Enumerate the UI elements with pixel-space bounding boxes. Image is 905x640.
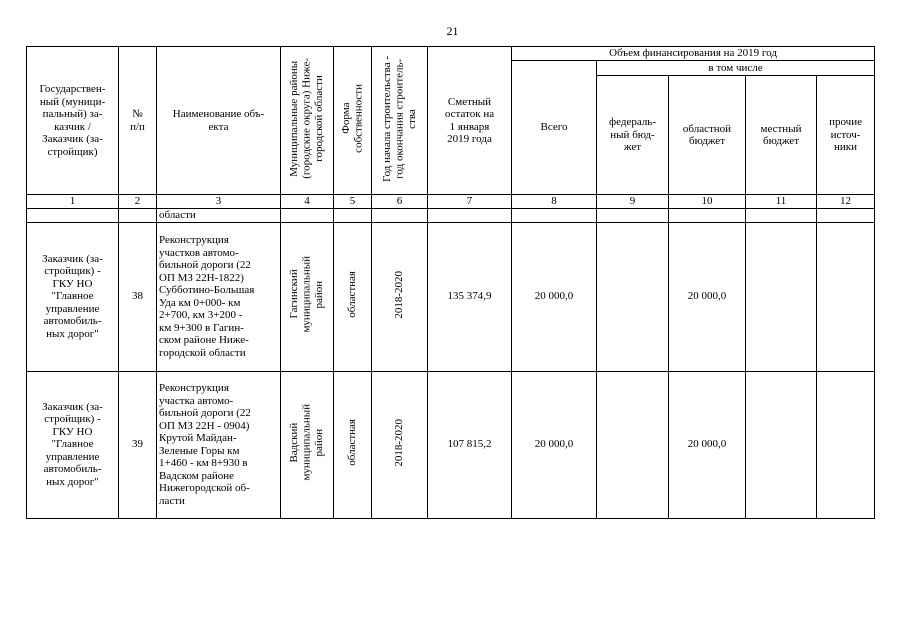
- table-row: [27, 222, 875, 371]
- header-regional: областной бюджет: [669, 76, 746, 195]
- column-number: 1: [27, 195, 119, 209]
- column-number: 4: [281, 195, 334, 209]
- column-number: 12: [817, 195, 875, 209]
- row-federal: [597, 371, 669, 518]
- header-federal: федераль- ный бюд- жет: [597, 76, 669, 195]
- header-including: в том числе: [597, 61, 875, 76]
- column-number: 2: [119, 195, 157, 209]
- row-local: [746, 222, 817, 371]
- row-customer: Заказчик (за- стройщик) - ГКУ НО "Главное управление автомобиль- ных дорог": [27, 222, 119, 371]
- row-local: [746, 371, 817, 518]
- column-number: 9: [597, 195, 669, 209]
- row-num: 38: [119, 222, 157, 371]
- column-number: 6: [372, 195, 428, 209]
- row-ownership: областная: [334, 371, 372, 518]
- row-federal: [597, 222, 669, 371]
- table-row: [27, 371, 875, 518]
- continuation-row: [27, 209, 875, 223]
- row-years: 2018-2020: [372, 371, 428, 518]
- header-other: прочие источ- ники: [817, 76, 875, 195]
- row-customer: Заказчик (за- стройщик) - ГКУ НО "Главное управление автомобиль- ных дорог": [27, 371, 119, 518]
- row-years: 2018-2020: [372, 222, 428, 371]
- row-district: Вадский муниципальный район: [281, 371, 334, 518]
- header-district: Муниципальные районы (городские округа) Ниже- городской области: [281, 47, 334, 195]
- continuation-text: области: [157, 209, 281, 223]
- header-num: № п/п: [119, 47, 157, 195]
- column-number: 11: [746, 195, 817, 209]
- header-total: Всего: [512, 61, 597, 195]
- page-number: 21: [446, 24, 459, 38]
- row-total: 20 000,0: [512, 371, 597, 518]
- row-regional: 20 000,0: [669, 371, 746, 518]
- column-number: 3: [157, 195, 281, 209]
- row-other: [817, 222, 875, 371]
- row-num: 39: [119, 371, 157, 518]
- financing-table: [26, 46, 875, 519]
- row-remainder: 107 815,2: [428, 371, 512, 518]
- header-customer: Государствен- ный (муници- пальный) за- казчик / Заказчик (за- стройщик): [27, 47, 119, 195]
- row-total: 20 000,0: [512, 222, 597, 371]
- column-number: 7: [428, 195, 512, 209]
- header-ownership: Форма собственности: [334, 47, 372, 195]
- header-object-name: Наименование объ- екта: [157, 47, 281, 195]
- header-row-1: [27, 47, 875, 61]
- header-years: Год начала строительства - год окончания строитель- ства: [372, 47, 428, 195]
- row-remainder: 135 374,9: [428, 222, 512, 371]
- row-ownership: областная: [334, 222, 372, 371]
- row-other: [817, 371, 875, 518]
- column-number: 8: [512, 195, 597, 209]
- header-remainder: Сметный остаток на 1 января 2019 года: [428, 47, 512, 195]
- row-district: Гагинский муниципальный район: [281, 222, 334, 371]
- column-number: 10: [669, 195, 746, 209]
- column-numbers-row: [27, 195, 875, 209]
- row-object-name: Реконструкция участка автомо- бильной дороги (22 ОП МЗ 22Н - 0904) Крутой Майдан- Зеленые Горы км 1+460 - км 8+930 в Вадском районе Нижегородской об- ласти: [157, 371, 281, 518]
- header-financing: Объем финансирования на 2019 год: [512, 47, 875, 61]
- row-regional: 20 000,0: [669, 222, 746, 371]
- header-local: местный бюджет: [746, 76, 817, 195]
- row-object-name: Реконструкция участков автомо- бильной дороги (22 ОП МЗ 22Н-1822) Субботино-Большая Уда км 0+000- км 2+700, км 3+200 - км 9+300 в Гагин- ском районе Ниже- городской области: [157, 222, 281, 371]
- column-number: 5: [334, 195, 372, 209]
